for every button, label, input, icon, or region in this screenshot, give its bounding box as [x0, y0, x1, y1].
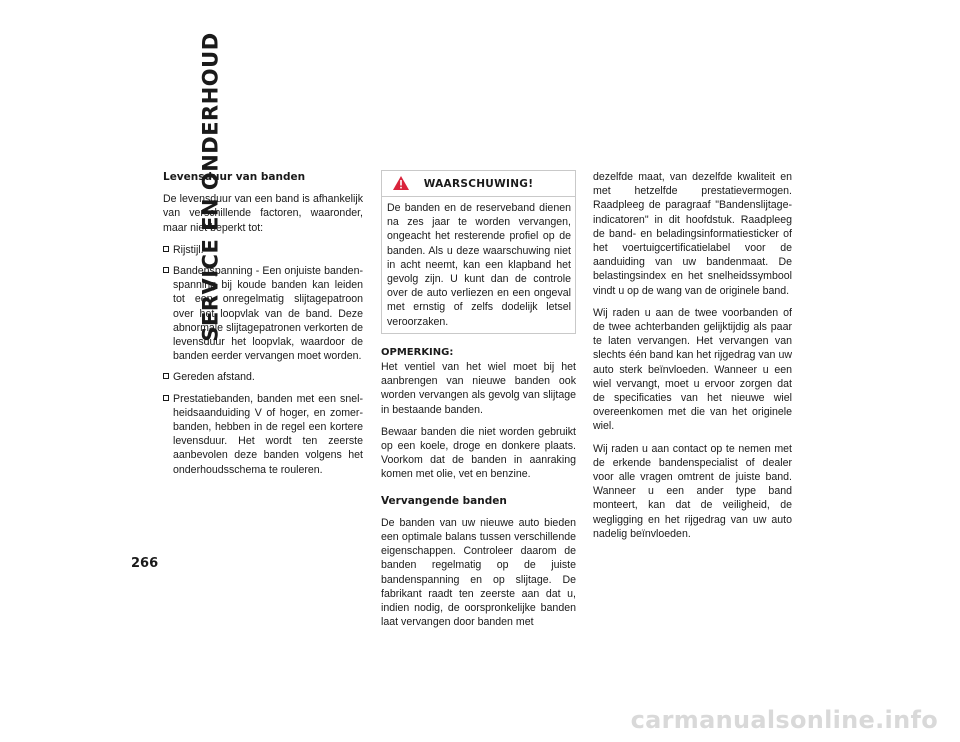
list-item-text: Gereden afstand.	[173, 371, 255, 384]
list-item-text: Prestatiebanden, banden met een snelheidsaanduiding V of hoger, en zomerbanden, hebben in de regel een kortere levensduur. Het wordt ten zeerste aanbevolen deze banden volgens het onderhoudsschema te rouleren.	[173, 392, 363, 476]
list-item	[163, 392, 363, 477]
warning-triangle-icon	[392, 175, 410, 191]
note-text: Het ventiel van het wiel moet bij het aanbrengen van nieuwe banden ook worden vervangen als gevolg van slijtage in bestaande banden.	[381, 361, 576, 416]
list-item	[163, 264, 363, 363]
list-item-text: Bandenspanning - Een onjuiste bandenspanning bij koude banden kan leiden tot een onregelmatig slijtagepatroon over het loopvlak van de band. Deze abnormale slijtagepatronen verkorten de levensduur het loopvlak, waardoor de banden eerder vervangen moet worden.	[173, 265, 363, 363]
checkbox-bullet-icon	[163, 267, 169, 273]
paragraph-storage: Bewaar banden die niet worden gebruikt op een koele, droge en donkere plaats. Voorkom dat de banden in aanraking komen met olie, vet en benzine.	[381, 425, 576, 481]
paragraph-size: dezelfde maat, van dezelfde kwaliteit en met hetzelfde prestatievermogen. Raadpleeg de paragraaf "Bandenslijtage-indicatoren" in dit hoofdstuk. Raadpleeg de band- en beladingsinformatiesticker of het voertuigcertificatielabel voor de aanduiding van uw bandenmaat. De belastingsindex en het snelheidssymbool vindt u op de wang van de originele band.	[593, 171, 792, 297]
note-label: OPMERKING:	[381, 346, 454, 358]
paragraph-pairs: Wij raden u aan de twee voorbanden of de twee achterbanden gelijktijdig als paar te laten vervangen. Het vervangen van slechts één band kan het rijgedrag van uw auto sterk beïnvloeden. Wanneer u een wiel vervangt, moet u ervoor zorgen dat de specificaties van het nieuwe wiel overeenkomen met die van het originele wiel.	[593, 306, 792, 433]
paragraph-intro: De levensduur van een band is afhankelijk van verschillende factoren, waaronder, maar niet beperkt tot:	[163, 193, 363, 234]
section-title-text: SERVICE EN ONDERHOUD	[198, 32, 223, 342]
column-3	[593, 170, 792, 549]
heading-replacement-tires: Vervangende banden	[381, 494, 507, 507]
list-item-text: Rijstijl.	[173, 243, 204, 256]
checkbox-bullet-icon	[163, 373, 169, 379]
watermark-logo: carmanualsonline.info	[630, 706, 938, 734]
note-block	[381, 346, 576, 417]
heading-tire-life: Levensduur van banden	[163, 171, 306, 183]
page-number: 266	[131, 556, 159, 571]
list-item	[163, 243, 363, 257]
warning-body: De banden en de reserveband dienen na zes jaar te worden vervangen, ongeacht het resterende profiel op de banden. Als u deze waarschuwing niet in acht neemt, kan een klapband het gevolg zijn. U kunt dan de controle over de auto verliezen en een ongeval met ernstig of zelfs dodelijk letsel veroorzaken.	[387, 202, 571, 328]
column-2	[381, 170, 576, 637]
column-1	[163, 170, 363, 484]
checkbox-bullet-icon	[163, 395, 169, 401]
warning-header	[382, 171, 575, 197]
checkbox-bullet-icon	[163, 246, 169, 252]
paragraph-contact: Wij raden u aan contact op te nemen met de erkende bandenspecialist of dealer voor alle vragen omtrent de juiste band. Wanneer u een ander type band monteert, kan dat de veiligheid, de wegligging en het rijgedrag van uw auto nadelig beïnvloeden.	[593, 442, 792, 540]
paragraph-replacement: De banden van uw nieuwe auto bieden een optimale balans tussen verschillende eigenschappen. Controleer daarom de banden regelmatig op de juiste bandenspanning en op slijtage. De fabrikant raadt ten zeerste aan dat u, indien nodig, de oorspronkelijke banden laat vervangen door banden met	[381, 516, 576, 629]
warning-title: WAARSCHUWING!	[423, 177, 534, 190]
warning-box	[381, 170, 576, 334]
list-item	[163, 370, 363, 384]
